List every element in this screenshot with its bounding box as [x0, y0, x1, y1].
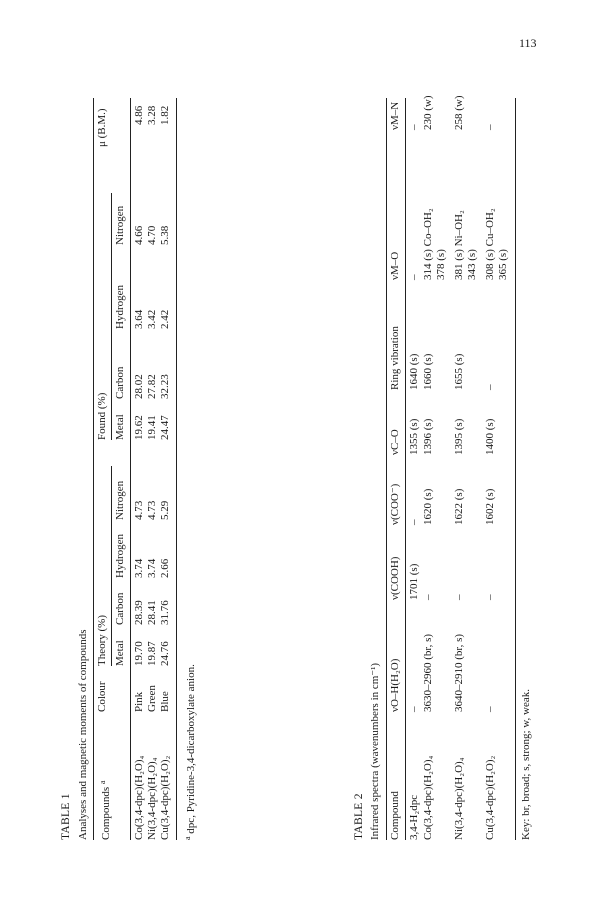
table1-cell-found-metal: 24.47 [159, 415, 171, 440]
table2-cell-co: 1355 (s) [408, 418, 420, 455]
table2-cell-oh: 3630–2960 (br, s) [422, 633, 434, 712]
table1-cell-found-carbon: 27.82 [146, 374, 158, 399]
table2-top-rule [386, 98, 387, 840]
table1-header-mu: μ (B.M.) [96, 108, 108, 147]
table2-cell-mo-2: 343 (s) [466, 249, 478, 280]
table2-header-mo: νM–O [389, 251, 401, 280]
table2-cell-co: 1400 (s) [484, 418, 496, 455]
rotated-content [60, 70, 540, 840]
table1-sub-theory-nitrogen: Nitrogen [114, 480, 126, 520]
table2-cell-mo-2: 378 (s) [435, 249, 447, 280]
table1-label: TABLE 1 [60, 793, 72, 840]
table2-cell-oh: – [408, 706, 420, 712]
table2-cell-ring: – [484, 384, 496, 390]
table1-top-rule [93, 98, 94, 840]
table1-cell-compound: Cu(3,4-dpc)(H₂O)₂ [159, 755, 171, 840]
table1-caption: Analyses and magnetic moments of compounds [77, 629, 89, 840]
table1-cell-theory-hydrogen: 3.74 [133, 558, 145, 578]
table2-cell-coo: 1620 (s) [422, 488, 434, 525]
page-number: 113 [519, 36, 537, 50]
table1-cell-found-metal: 19.62 [133, 415, 145, 440]
table1-found-rule [111, 193, 112, 440]
table1-footnote: $^a$ dpc, Pyridine-3,4-dicarboxylate anion. [183, 664, 197, 840]
table2-label: TABLE 2 [353, 793, 365, 840]
table1-cell-theory-metal: 19.87 [146, 641, 158, 666]
table2-header-cooh: ν(COOH) [389, 556, 401, 600]
table2-cell-oh: – [484, 706, 496, 712]
table2-caption: Infrared spectra (wavenumbers in cm⁻¹) [369, 662, 381, 840]
table2-bottom-rule [515, 98, 516, 840]
table1-header-colour: Colour [96, 681, 108, 712]
table1-cell-colour: Green [146, 685, 158, 712]
table2-cell-mn: – [484, 124, 496, 130]
table1-cell-theory-carbon: 28.39 [133, 600, 145, 625]
table2-cell-compound: Ni(3,4-dpc)(H₂O)₄ [453, 757, 465, 840]
table2-cell-mo: 381 (s) Ni–OH₂ [453, 210, 465, 280]
table1-header-theory: Theory (%) [96, 614, 108, 666]
table2-cell-co: 1395 (s) [453, 418, 465, 455]
table1-cell-compound: Ni(3,4-dpc)(H₂O)₄ [146, 757, 158, 840]
table1-cell-found-carbon: 32.23 [159, 374, 171, 399]
table1-sub-found-nitrogen: Nitrogen [114, 205, 126, 245]
table2-cell-coo: 1622 (s) [453, 488, 465, 525]
table1-sub-found-metal: Metal [114, 414, 126, 440]
table2-header-coo: ν(COO⁻) [389, 483, 401, 525]
table2-cell-coo: – [408, 519, 420, 525]
table1-sub-theory-metal: Metal [114, 640, 126, 666]
table2-header-mn: νM–N [389, 101, 401, 130]
table1-bottom-rule [176, 98, 177, 840]
table2-cell-co: 1396 (s) [422, 418, 434, 455]
table1-cell-mu: 1.82 [159, 105, 171, 125]
table2-cell-cooh: – [422, 594, 434, 600]
table2-cell-compound: 3,4-H₂dpc [408, 794, 420, 840]
table1-cell-found-nitrogen: 4.70 [146, 225, 158, 245]
table2-cell-mn: 230 (w) [422, 95, 434, 130]
table2-cell-compound: Cu(3,4-dpc)(H₂O)₂ [484, 755, 496, 840]
table1-cell-mu: 4.86 [133, 105, 145, 125]
table2-header-ring: Ring vibration [389, 326, 401, 390]
table1-cell-theory-hydrogen: 2.66 [159, 558, 171, 578]
table2-cell-ring: 1655 (s) [453, 353, 465, 390]
table1-cell-found-hydrogen: 3.42 [146, 309, 158, 329]
table1-sub-theory-carbon: Carbon [114, 592, 126, 625]
table1-cell-mu: 3.28 [146, 105, 158, 125]
table1-cell-found-hydrogen: 3.64 [133, 309, 145, 329]
table1-header-rule [130, 98, 131, 840]
table2-header-rule [405, 98, 406, 840]
table2-cell-oh: 3640–2910 (br, s) [453, 633, 465, 712]
table2-header-oh: νO–H(H₂O) [389, 658, 401, 712]
table1-theory-rule [111, 466, 112, 666]
table2-cell-cooh: – [484, 594, 496, 600]
table1-cell-theory-carbon: 31.76 [159, 600, 171, 625]
table1-cell-colour: Blue [159, 691, 171, 712]
table1-header-found: Found (%) [96, 392, 108, 440]
table2-cell-mo: 308 (s) Cu–OH₂ [484, 208, 496, 280]
table1-header-compounds: Compounds $^a$ [98, 780, 112, 840]
table1-cell-theory-nitrogen: 5.29 [159, 500, 171, 520]
table1-cell-colour: Pink [133, 691, 145, 712]
table1-cell-found-carbon: 28.02 [133, 374, 145, 399]
table2-cell-mo-2: 365 (s) [497, 249, 509, 280]
table1-sub-found-hydrogen: Hydrogen [114, 285, 126, 329]
table1-cell-theory-nitrogen: 4.73 [146, 500, 158, 520]
table1-cell-found-metal: 19.41 [146, 415, 158, 440]
table1-cell-theory-metal: 19.70 [133, 641, 145, 666]
table1-cell-theory-nitrogen: 4.73 [133, 500, 145, 520]
table1-cell-compound: Co(3,4-dpc)(H₂O)₄ [133, 755, 145, 840]
table2-cell-cooh: – [453, 594, 465, 600]
table2-cell-mo: 314 (s) Co–OH₂ [422, 208, 434, 280]
table1-sub-theory-hydrogen: Hydrogen [114, 534, 126, 578]
table1-cell-found-hydrogen: 2.42 [159, 309, 171, 329]
table1-cell-found-nitrogen: 5.38 [159, 225, 171, 245]
table2-cell-ring: 1660 (s) [422, 353, 434, 390]
table2-cell-cooh: 1701 (s) [408, 563, 420, 600]
table2-key: Key: br, broad; s, strong; w, weak. [520, 689, 532, 840]
table2-header-co: νC–O [389, 429, 401, 455]
table1-cell-theory-metal: 24.76 [159, 641, 171, 666]
table2-cell-ring: 1640 (s) [408, 353, 420, 390]
table2-cell-mo: – [408, 274, 420, 280]
table2-cell-compound: Co(3,4-dpc)(H₂O)₄ [422, 755, 434, 840]
table2-cell-mn: – [408, 124, 420, 130]
table2-cell-coo: 1602 (s) [484, 488, 496, 525]
table2-cell-mn: 258 (w) [453, 95, 465, 130]
table1-cell-found-nitrogen: 4.66 [133, 225, 145, 245]
table1-sub-found-carbon: Carbon [114, 366, 126, 399]
table1-cell-theory-hydrogen: 3.74 [146, 558, 158, 578]
table2-header-compound: Compound [389, 791, 401, 840]
table1-cell-theory-carbon: 28.41 [146, 600, 158, 625]
